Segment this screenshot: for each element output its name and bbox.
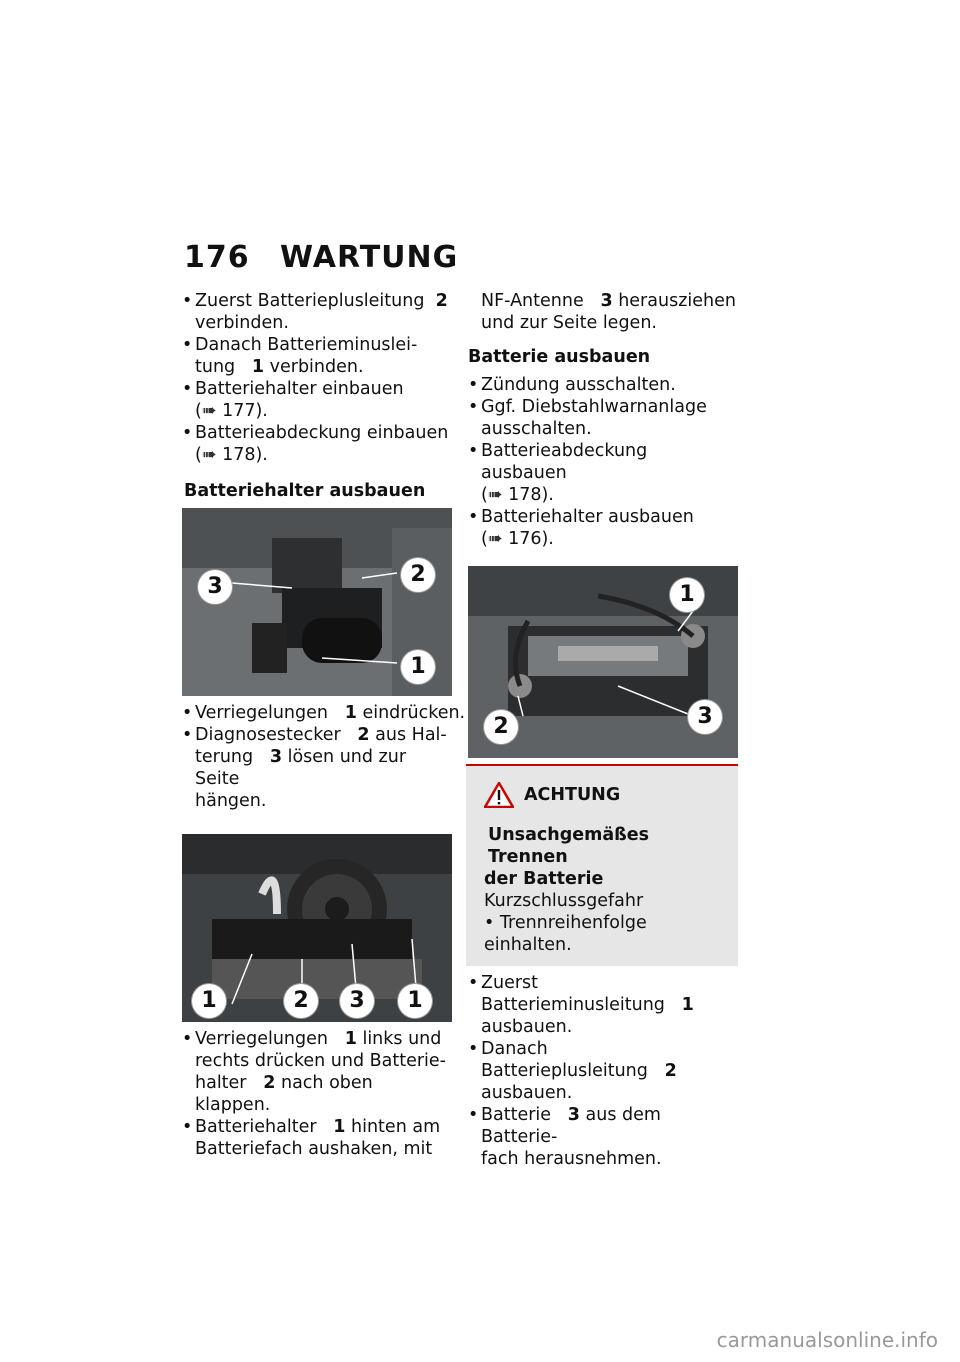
- callout-2: 2: [484, 710, 518, 744]
- page-header: [184, 240, 458, 275]
- callout-3: 3: [198, 570, 232, 604]
- list-item-cont: tung 1 verbinden.: [195, 357, 364, 377]
- list-item: • Batterieabdeckung einbauen: [180, 422, 452, 444]
- warning-box: [466, 764, 738, 966]
- steps-list: [180, 1028, 452, 1160]
- callout-1: 1: [192, 984, 226, 1018]
- list-item: • Batteriehalter ausbauen: [466, 506, 738, 528]
- warning-risk: Kurzschlussgefahr: [484, 891, 644, 911]
- callout-3: 3: [688, 700, 722, 734]
- list-item: • Zuerst Batterieminusleitung 1: [466, 972, 738, 1016]
- list-item-cont: (➠ 178).: [195, 445, 268, 465]
- list-item: • Verriegelungen 1 eindrücken.: [180, 702, 452, 724]
- list-item-cont: und zur Seite legen.: [481, 313, 657, 333]
- watermark: carmanualsonline.info: [716, 1328, 938, 1352]
- page-ref-arrow-icon: ➠: [487, 529, 503, 549]
- list-item-cont: ausbauen.: [481, 1083, 573, 1103]
- figure-battery-holder: [182, 508, 452, 696]
- list-item-cont: terung 3 lösen und zur Seite: [195, 747, 407, 789]
- list-item: • Batteriehalter 1 hinten am: [180, 1116, 452, 1138]
- list-item-cont: hängen.: [195, 791, 267, 811]
- page-ref-arrow-icon: ➠: [201, 445, 217, 465]
- steps-list: [466, 374, 738, 550]
- list-item-cont: (➠ 176).: [481, 529, 554, 549]
- list-item-cont: NF-Antenne 3 herausziehen: [481, 291, 736, 311]
- page-ref-link[interactable]: 176).: [508, 529, 554, 549]
- callout-1: 1: [401, 650, 435, 684]
- list-item: • Zündung ausschalten.: [466, 374, 738, 396]
- warning-triangle-icon: [484, 782, 514, 808]
- list-item-cont: halter 2 nach oben klappen.: [195, 1073, 373, 1115]
- list-item: • Zuerst Batterieplusleitung 2: [180, 290, 452, 312]
- left-column: [180, 290, 466, 1160]
- list-item: • Batteriehalter einbauen: [180, 378, 452, 400]
- warning-title: ACHTUNG: [484, 782, 728, 808]
- list-item: • Danach Batterieminuslei-: [180, 334, 452, 356]
- page-ref-link[interactable]: 178).: [508, 485, 554, 505]
- list-item-cont: verbinden.: [195, 313, 289, 333]
- warning-action: • Trennreihenfolge einhalten.: [484, 913, 647, 955]
- steps-list: [180, 702, 466, 812]
- list-item: • Danach Batterieplusleitung 2: [466, 1038, 738, 1082]
- list-item: • Batterie 3 aus dem Batterie-: [466, 1104, 738, 1148]
- page-ref-arrow-icon: ➠: [487, 485, 503, 505]
- warning-heading: der Batterie: [484, 869, 604, 889]
- steps-list: [466, 972, 738, 1170]
- subheading: Batterie ausbauen: [468, 347, 651, 367]
- list-item-cont: fach herausnehmen.: [481, 1149, 662, 1169]
- list-item-cont: (➠ 177).: [195, 401, 268, 421]
- warning-heading: Unsachgemäßes Trennen: [488, 825, 650, 867]
- page-number: 176: [184, 240, 250, 275]
- page-ref-link[interactable]: 178).: [222, 445, 268, 465]
- list-item: • Batterieabdeckung ausbauen: [466, 440, 738, 484]
- right-column: [466, 290, 738, 1170]
- list-item: • Ggf. Diebstahlwarnanlage: [466, 396, 738, 418]
- list-item-cont: (➠ 178).: [481, 485, 554, 505]
- callout-1: 1: [670, 578, 704, 612]
- callout-1: 1: [398, 984, 432, 1018]
- page-ref-arrow-icon: ➠: [201, 401, 217, 421]
- list-item-cont: ausschalten.: [481, 419, 592, 439]
- callout-2: 2: [401, 558, 435, 592]
- callout-2: 2: [284, 984, 318, 1018]
- figure-battery: [468, 566, 738, 758]
- list-item-cont: rechts drücken und Batterie-: [195, 1051, 446, 1071]
- page-ref-link[interactable]: 177).: [222, 401, 268, 421]
- list-item-cont: Batteriefach aushaken, mit: [195, 1139, 433, 1159]
- callout-3: 3: [340, 984, 374, 1018]
- steps-list: [180, 290, 452, 466]
- list-item-cont: ausbauen.: [481, 1017, 573, 1037]
- list-item: • Diagnosestecker 2 aus Hal-: [180, 724, 452, 746]
- list-item: • Verriegelungen 1 links und: [180, 1028, 452, 1050]
- figure-battery-holder-locks: [182, 834, 452, 1022]
- subheading: Batteriehalter ausbauen: [184, 481, 426, 501]
- section-title: WARTUNG: [280, 240, 459, 275]
- steps-list: [466, 290, 738, 334]
